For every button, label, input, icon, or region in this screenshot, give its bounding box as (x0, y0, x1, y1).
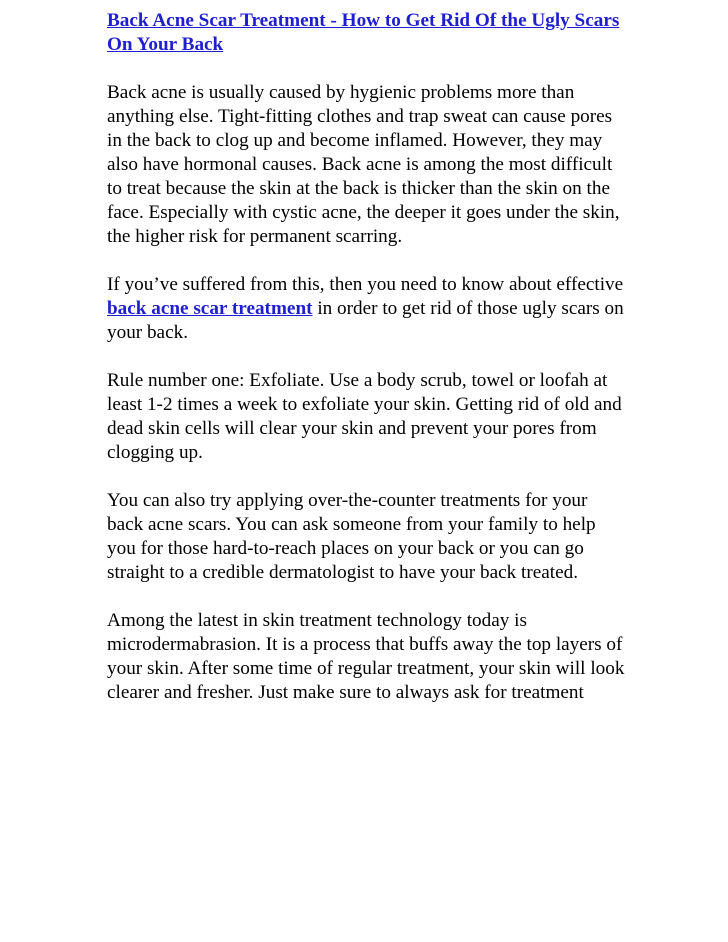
back-acne-scar-treatment-link[interactable]: back acne scar treatment (107, 298, 313, 319)
document-title-link[interactable]: Back Acne Scar Treatment - How to Get Rid Of the Ugly Scars On Your Back (107, 10, 620, 55)
paragraph-microdermabrasion: Among the latest in skin treatment technology today is microdermabrasion. It is a process that buffs away the top layers of your skin. After some time of regular treatment, your skin will look clearer and fresher. Just make sure to always ask for treatment (107, 610, 625, 703)
paragraph-text-after-link: in order to get rid of those ugly scars on your back. (107, 298, 624, 343)
paragraph-otc-treatments: You can also try applying over-the-counter treatments for your back acne scars. You can ask someone from your family to help you for those hard-to-reach places on your back or you can go straight to a credible dermatologist to have your back treated. (107, 490, 596, 583)
paragraph-text-before-link: If you’ve suffered from this, then you need to know about effective (107, 274, 624, 295)
paragraph-exfoliate: Rule number one: Exfoliate. Use a body scrub, towel or loofah at least 1-2 times a week to exfoliate your skin. Getting rid of old and dead skin cells will clear your skin and prevent your pores from clogging up. (107, 370, 622, 463)
document-page (107, 9, 627, 705)
paragraph-causes: Back acne is usually caused by hygienic problems more than anything else. Tight-fitting clothes and trap sweat can cause pores in the back to clog up and become inflamed. However, they may also have hormonal causes. Back acne is among the most difficult to treat because the skin at the back is thicker than the skin on the face. Especially with cystic acne, the deeper it goes under the skin, the higher risk for permanent scarring. (107, 82, 620, 247)
paragraph-treatment-intro (107, 273, 627, 345)
